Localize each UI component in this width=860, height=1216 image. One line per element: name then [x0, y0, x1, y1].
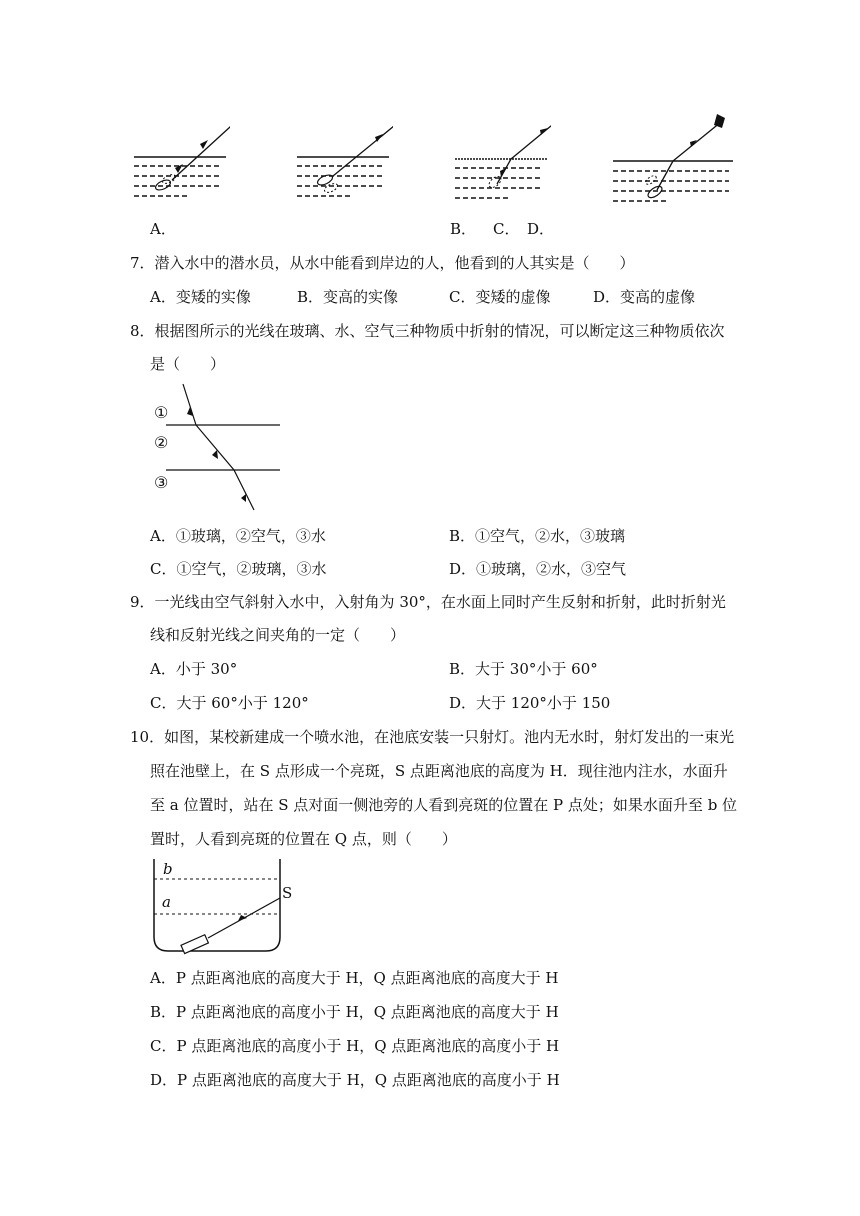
q6-option-d-label: D． — [527, 220, 555, 238]
q10-stem-line2: 照在池壁上，在 S 点形成一个亮斑，S 点距离池底的高度为 H．现往池内注水，水面升 — [150, 762, 728, 780]
q10-option-c: C．P 点距离池底的高度小于 H，Q 点距离池底的高度小于 H — [150, 1037, 560, 1055]
q10-option-b: B．P 点距离池底的高度小于 H，Q 点距离池底的高度大于 H — [150, 1003, 559, 1021]
q7-option-d: D．变高的虚像 — [593, 288, 696, 306]
q8-figure-label-3: ③ — [154, 473, 169, 492]
q9-option-b: B．大于 30°小于 60° — [449, 660, 598, 678]
q7-stem: 7．潜入水中的潜水员，从水中能看到岸边的人，他看到的人其实是（ ） — [130, 254, 635, 272]
q10-figure-label-b: b — [163, 860, 173, 878]
q10-figure-label-a: a — [162, 893, 171, 911]
q9-option-a: A．小于 30° — [150, 660, 238, 678]
q10-stem-line3: 至 a 位置时，站在 S 点对面一侧池旁的人看到亮斑的位置在 P 点处；如果水面升至 b 位 — [150, 796, 738, 814]
q9-stem-line2: 线和反射光线之间夹角的一定（ ） — [150, 626, 406, 644]
q8-figure-label-2: ② — [154, 433, 169, 452]
q6-figure-b — [293, 100, 393, 205]
q8-option-d: D．①玻璃，②水，③空气 — [449, 560, 627, 578]
q10-stem-line1: 10．如图，某校新建成一个喷水池，在池底安装一只射灯。池内无水时，射灯发出的一束光 — [130, 728, 735, 746]
q6-figure-d — [609, 100, 739, 205]
q6-figure-c — [451, 100, 551, 205]
q10-option-d: D．P 点距离池底的高度大于 H，Q 点距离池底的高度小于 H — [150, 1071, 560, 1089]
q10-option-a: A．P 点距离池底的高度大于 H，Q 点距离池底的高度大于 H — [150, 969, 559, 987]
q9-stem-line1: 9．一光线由空气斜射入水中，入射角为 30°，在水面上同时产生反射和折射，此时折射光 — [130, 593, 726, 611]
q10-stem-line4: 置时，人看到亮斑的位置在 Q 点，则（ ） — [150, 830, 457, 848]
q7-option-c: C．变矮的虚像 — [449, 288, 551, 306]
q10-figure-label-s: S — [282, 884, 293, 902]
q6-option-a-label: A． — [150, 220, 176, 238]
q8-stem-line2: 是（ ） — [150, 355, 226, 373]
q8-stem-line1: 8．根据图所示的光线在玻璃、水、空气三种物质中折射的情况，可以断定这三种物质依次 — [130, 322, 725, 340]
q7-option-a: A．变矮的实像 — [150, 288, 251, 306]
q8-option-a: A．①玻璃，②空气，③水 — [150, 527, 326, 545]
q7-option-b: B．变高的实像 — [297, 288, 399, 306]
q8-option-c: C．①空气，②玻璃，③水 — [150, 560, 327, 578]
q8-option-b: B．①空气，②水，③玻璃 — [449, 527, 626, 545]
q6-option-b-label: B． — [450, 220, 477, 238]
q9-option-c: C．大于 60°小于 120° — [150, 694, 309, 712]
q8-figure-label-1: ① — [154, 403, 169, 422]
q6-option-c-label: C． — [493, 220, 520, 238]
q8-refraction-figure — [150, 380, 290, 515]
q6-figure-a — [130, 100, 230, 205]
q9-option-d: D．大于 120°小于 150 — [449, 694, 611, 712]
